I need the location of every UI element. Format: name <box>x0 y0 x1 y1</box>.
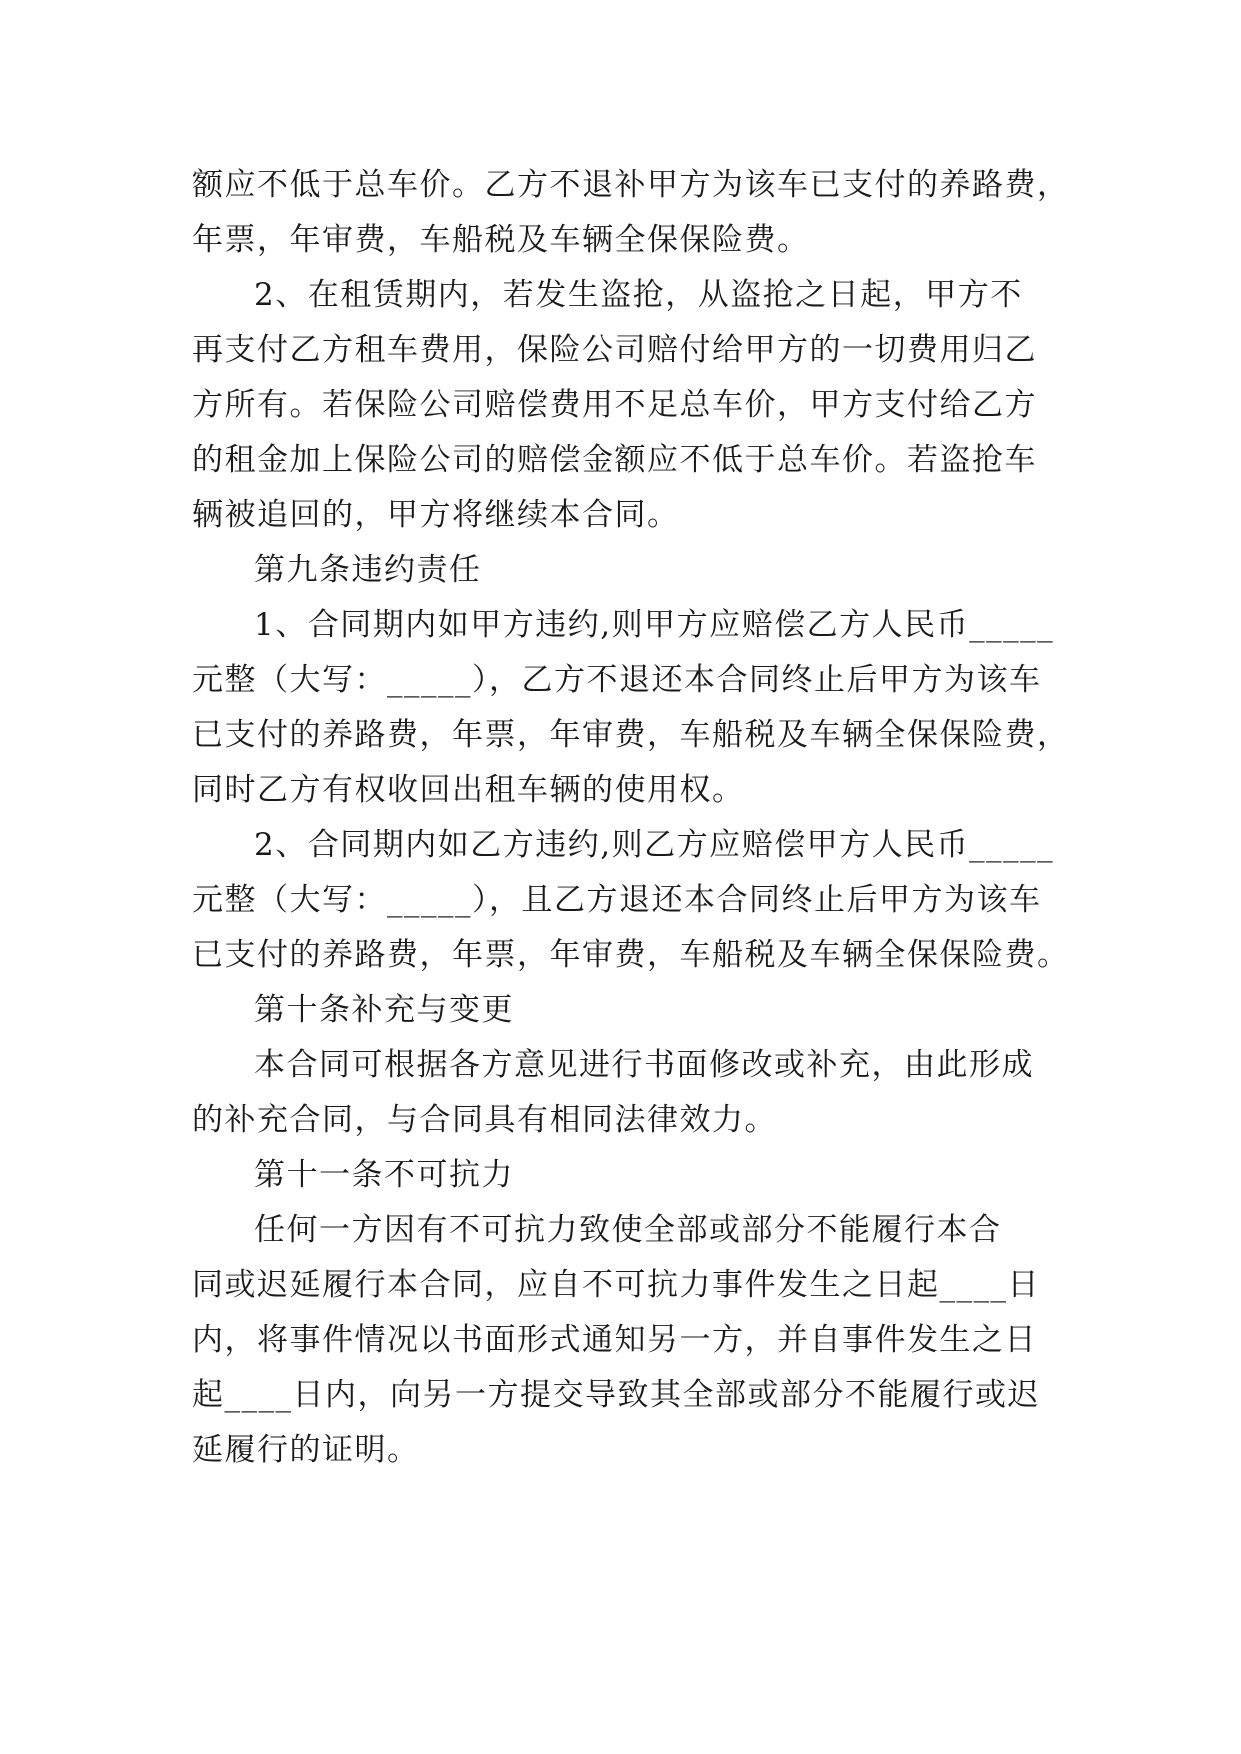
text-line: 2、在租赁期内，若发生盗抢，从盗抢之日起，甲方不 <box>254 277 1023 313</box>
text-line: 元整（大写：_____），且乙方退还本合同终止后甲方为该车 <box>192 882 1042 918</box>
text-line: 内，将事件情况以书面形式通知另一方，并自事件发生之日 <box>192 1322 1037 1358</box>
text-line: 任何一方因有不可抗力致使全部或部分不能履行本合 <box>254 1212 1002 1248</box>
text-line: 同时乙方有权收回出租车辆的使用权。 <box>192 772 745 808</box>
text-line: 年票，年审费，车船税及车辆全保保险费。 <box>192 222 810 258</box>
text-line: 本合同可根据各方意见进行书面修改或补充，由此形成 <box>254 1047 1034 1083</box>
text-line: 同或迟延履行本合同，应自不可抗力事件发生之日起____日 <box>192 1267 1040 1303</box>
text-line: 的租金加上保险公司的赔偿金额应不低于总车价。若盗抢车 <box>192 442 1037 478</box>
text-line: 已支付的养路费，年票，年审费，车船税及车辆全保保险费， <box>192 717 1070 753</box>
text-line: 辆被追回的，甲方将继续本合同。 <box>192 497 680 533</box>
text-line: 方所有。若保险公司赔偿费用不足总车价，甲方支付给乙方 <box>192 387 1037 423</box>
section-heading: 第十一条不可抗力 <box>254 1157 514 1193</box>
text-line: 额应不低于总车价。乙方不退补甲方为该车已支付的养路费， <box>192 167 1070 203</box>
section-heading: 第九条违约责任 <box>254 552 482 588</box>
text-line: 2、合同期内如乙方违约,则乙方应赔偿甲方人民币_____ <box>254 827 1055 863</box>
document-body <box>192 158 1070 1478</box>
text-line: 延履行的证明。 <box>192 1432 420 1468</box>
text-line: 的补充合同，与合同具有相同法律效力。 <box>192 1102 777 1138</box>
text-line: 起____日内，向另一方提交导致其全部或部分不能履行或迟 <box>192 1377 1040 1413</box>
text-line: 元整（大写：_____），乙方不退还本合同终止后甲方为该车 <box>192 662 1042 698</box>
text-line: 已支付的养路费，年票，年审费，车船税及车辆全保保险费。 <box>192 937 1070 973</box>
section-heading: 第十条补充与变更 <box>254 992 514 1028</box>
text-line: 再支付乙方租车费用，保险公司赔付给甲方的一切费用归乙 <box>192 332 1037 368</box>
text-line: 1、合同期内如甲方违约,则甲方应赔偿乙方人民币_____ <box>254 607 1055 643</box>
